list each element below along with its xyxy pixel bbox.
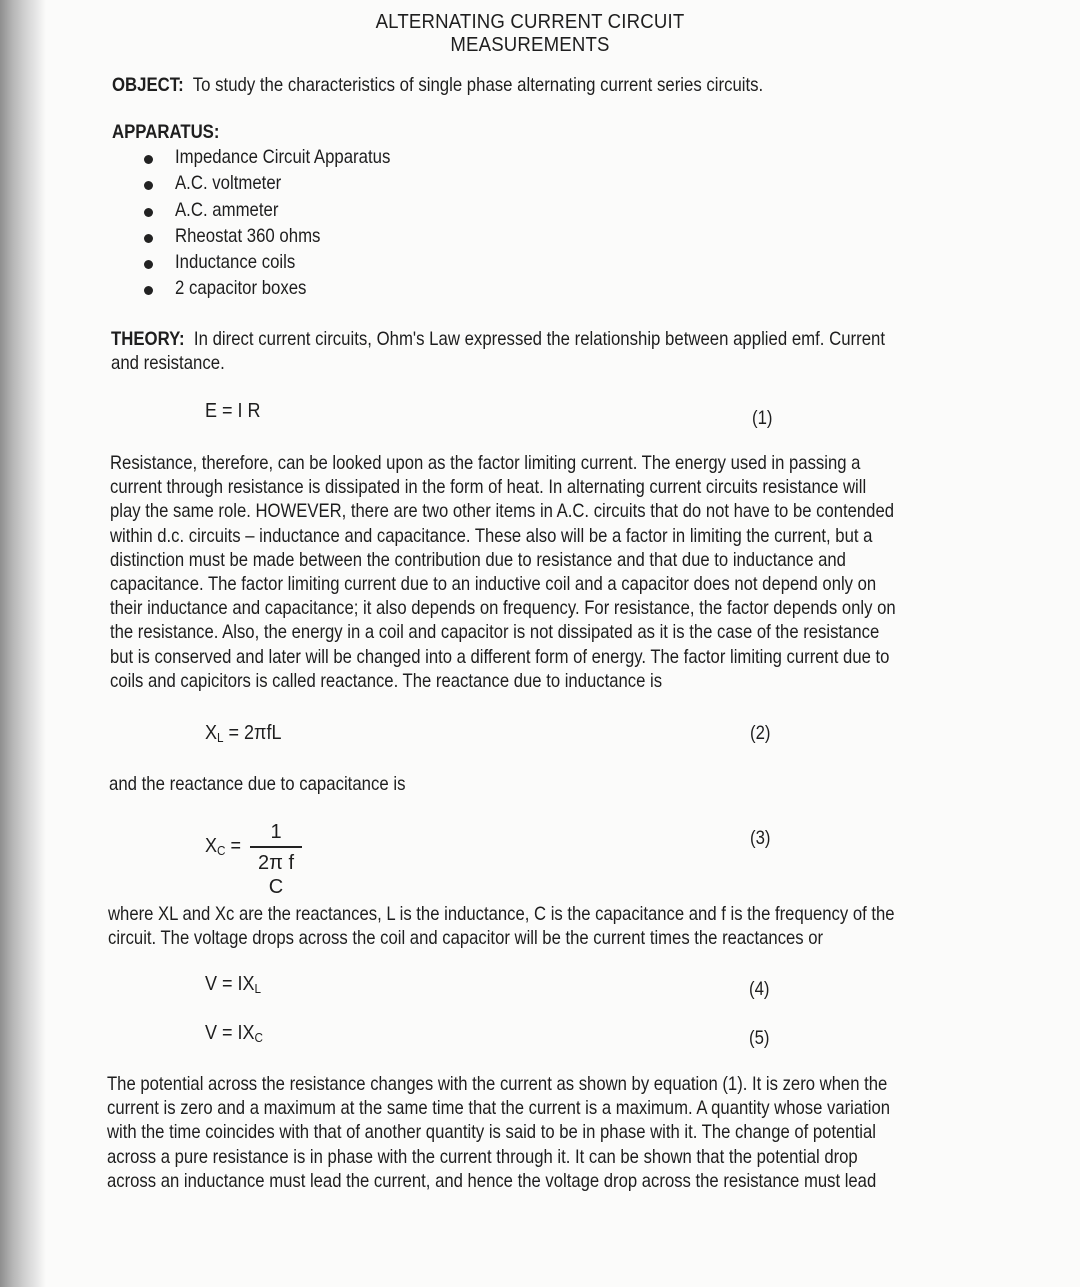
fraction-bar xyxy=(250,846,302,848)
apparatus-label: APPARATUS: xyxy=(112,121,220,143)
equation-3-lhs: $X_C$ = xyxy=(205,835,241,858)
paragraph-phase xyxy=(107,1072,1023,1193)
bullet-icon xyxy=(144,234,153,243)
paragraph-resistance xyxy=(110,451,1029,693)
paragraph-line: circuit. The voltage drops across the coil and capacitor will be the current times the reactances or xyxy=(108,927,824,950)
paragraph-line: their inductance and capacitance; it also depends on frequency. For resistance, the factor depends only on xyxy=(110,597,896,620)
paragraph-line: the resistance. Also, the energy in a coil and capacitor is not dissipated as it is the case of the resistance xyxy=(110,621,880,644)
equation-5: $V = IX_C$ xyxy=(205,1022,263,1045)
object-text: To study the characteristics of single phase alternating current series circuits. xyxy=(192,74,764,96)
paragraph-line: coils and capicitors is called reactance. The reactance due to inductance is xyxy=(110,669,663,692)
bullet-icon xyxy=(144,286,153,295)
theory-label: THEORY: xyxy=(111,328,185,350)
bullet-icon xyxy=(144,155,153,164)
bullet-icon xyxy=(144,181,153,190)
paragraph-line: Resistance, therefore, can be looked upon as the factor limiting current. The energy used in passing a xyxy=(110,452,861,474)
capacitance-intro: and the reactance due to capacitance is xyxy=(109,773,406,795)
paragraph-line: within d.c. circuits – inductance and capacitance. These also will be a factor in limiting the current, but a xyxy=(110,524,873,547)
page-title: ALTERNATING CURRENT CIRCUIT MEASUREMENTS xyxy=(375,11,685,56)
paragraph-line: capacitance. The factor limiting current due to an inductive coil and a capacitor does not depend only on xyxy=(110,573,877,596)
equation-4: $V = IX_L$ xyxy=(205,973,262,996)
equation-4-number: (4) xyxy=(749,978,770,1000)
object-label: OBJECT: xyxy=(112,74,184,96)
equation-5-number: (5) xyxy=(749,1027,770,1049)
paragraph-line: current is zero and a maximum at the same time that the current is a maximum. A quantity whose variation xyxy=(107,1097,891,1120)
fraction-numerator: 1 xyxy=(270,821,282,843)
paragraph-line: play the same role. HOWEVER, there are two other items in A.C. circuits that do not have to be contended xyxy=(110,500,895,523)
equation-3-number: (3) xyxy=(750,827,771,849)
equation-1: E = I R xyxy=(205,400,261,422)
paragraph-reactance xyxy=(108,902,1028,950)
paragraph-line: where XL and Xc are the reactances, L is the inductance, C is the capacitance and f is the frequency of the xyxy=(108,903,895,925)
fraction-denominator: 2π f C xyxy=(257,851,295,898)
paragraph-line: The potential across the resistance changes with the current as shown by equation (1). It is zero when the xyxy=(107,1073,888,1095)
equation-1-number: (1) xyxy=(752,407,773,429)
paragraph-line: distinction must be made between the contribution due to resistance and that due to inductance and xyxy=(110,548,846,571)
paragraph-line: across an inductance must lead the current, and hence the voltage drop across the resistance must lead xyxy=(107,1169,877,1192)
theory-intro-line-1 xyxy=(111,328,885,351)
bullet-icon xyxy=(144,208,153,217)
paragraph-line: current through resistance is dissipated in the form of heat. In alternating current circuits resistance will xyxy=(110,476,867,499)
equation-3-fraction xyxy=(250,820,302,899)
paragraph-line: across a pure resistance is in phase with the current through it. It can be shown that the potential drop xyxy=(107,1145,858,1168)
paragraph-line: with the time coincides with that of another quantity is said to be in phase with it. The change of potential xyxy=(107,1121,876,1144)
equation-2-number: (2) xyxy=(750,722,771,744)
object-section xyxy=(112,74,763,97)
theory-intro-text: In direct current circuits, Ohm's Law expressed the relationship between applied emf. Current xyxy=(193,328,886,350)
bullet-icon xyxy=(144,260,153,269)
paragraph-line: but is conserved and later will be changed into a different form of energy. The factor limiting current due to xyxy=(110,645,890,668)
equation-2: $X_L = 2\pi fL$ xyxy=(205,722,282,745)
document-page: ALTERNATING CURRENT CIRCUIT MEASUREMENTS OBJECT: To study the characteristics of single phase alternating current series circuits. APPARATUS: Impedance Circuit Apparatus A.C. voltmeter A.C. ammeter Rheostat 360 ohms Inductance coils 2 capacitor boxes THEORY: In direct current circuits, Ohm's Law expressed the relationship between applied emf. Current and resistance. E = I R (1) Resistance, therefore, can be looked upon as the factor limiting current. The energy used in passing a current through resistance is dissipated in the form of heat. In alternating current circuits resistance will play the same role. HOWEVER, there are two other items in A.C. circuits that do not have to be contended within d.c. circuits – inductance and capacitance. These also will be a factor in limiting the current, but a distinction must be made between the contribution due to resistance and that due to inductance and capacitance. The factor limiting current due to an inductive coil and a capacitor does not depend only on their inductance and capacitance; it also depends on frequency. For resistance, the factor depends only on the resistance. Also, the energy in a coil and capacitor is not dissipated as it is the case of the resistance but is conserved and later will be changed into a different form of energy. The factor limiting current due to coils and capicitors is called reactance. The reactance due to inductance is $X_L = 2\pi fL$ (2) and the reactance due to capacitance is $X_C$ = 1 2π f C (3) where XL and Xc are the reactances, L is the inductance, C is the capacitance and f is the frequency of the circuit. The voltage drops across the coil and capacitor will be the current times the reactances or $V = IX_L$ (4) $V = IX_C$ (5) The potential across the resistance changes with the current as shown by equation (1). It is zero when the current is zero and a maximum at the same time that the current is a maximum. A quantity whose variation with the time coincides with that of another quantity is said to be in phase with it. The change of potential across a pure resistance is in phase with the current through it. It can be shown that the potential drop across an inductance must lead the current, and hence the voltage drop across the resistance must lead xyxy=(0,0,1080,1287)
theory-intro-line-2: and resistance. xyxy=(111,352,225,374)
